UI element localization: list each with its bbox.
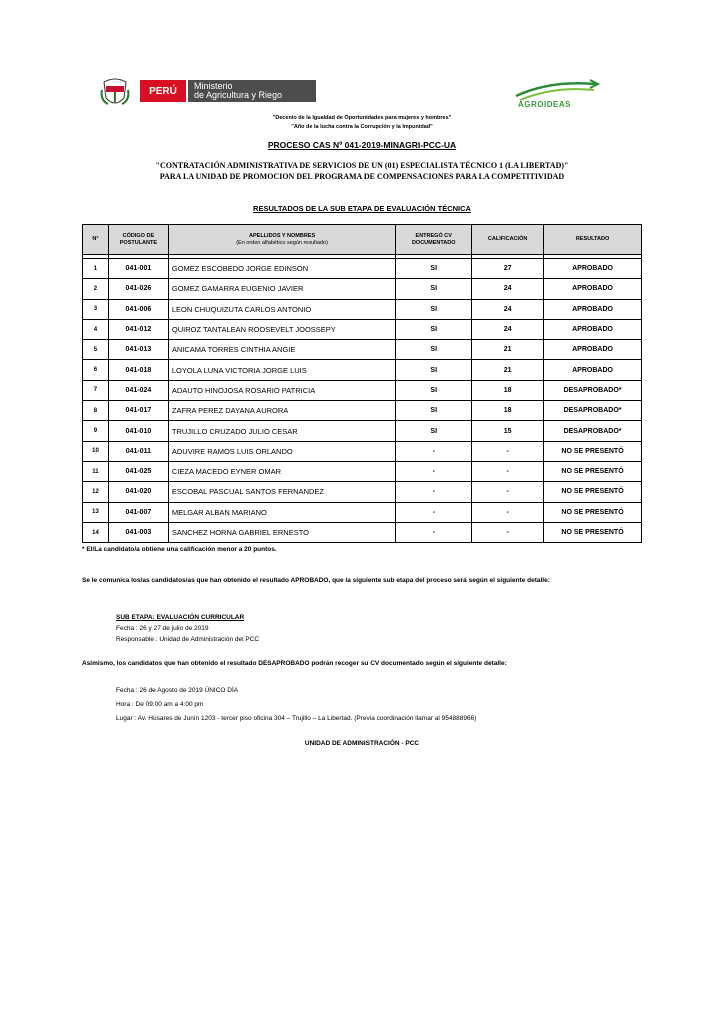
disapproved-notice: Asimismo, los candidatos que han obtenido el resultado DESAPROBADO podrán recoger su CV documentado según el siguiente detalle: [82, 660, 507, 667]
cell-resultado: NO SE PRESENTÓ [544, 441, 642, 461]
cell-resultado: NO SE PRESENTÓ [544, 482, 642, 502]
cell-calificacion: 15 [472, 421, 544, 441]
cell-n: 12 [83, 482, 109, 502]
table-row [83, 522, 642, 542]
header-codigo-l2: POSTULANTE [119, 239, 158, 246]
cell-cv: SI [396, 401, 472, 421]
table-row [83, 319, 642, 339]
cell-nombre: GOMEZ ESCOBEDO JORGE EDINSON [168, 259, 395, 279]
cell-cv: SI [396, 380, 472, 400]
cv-pickup-details [116, 684, 476, 726]
cell-resultado: DESAPROBADO* [544, 380, 642, 400]
agroideas-label: AGROIDEAS [518, 100, 571, 109]
cell-resultado: APROBADO [544, 259, 642, 279]
document-header [100, 76, 620, 116]
header-resultado: RESULTADO [544, 225, 642, 255]
table-row [83, 482, 642, 502]
cell-nombre: ADAUTO HINOJOSA ROSARIO PATRICIA [168, 380, 395, 400]
sub-stage-responsible: Responsable : Unidad de Administración del PCC [116, 636, 260, 643]
cell-calificacion: 27 [472, 259, 544, 279]
cell-cv: SI [396, 360, 472, 380]
cell-resultado: APROBADO [544, 340, 642, 360]
cell-cv: SI [396, 421, 472, 441]
sub-stage-date: Fecha : 26 y 27 de julio de 2019 [116, 625, 209, 632]
cell-cv: SI [396, 259, 472, 279]
header-nombres-l2: (En orden alfabético según resultado) [236, 239, 328, 246]
header-cv-l2: DOCUMENTADO [411, 239, 456, 246]
header-nombres-l1: APELLIDOS Y NOMBRES [249, 232, 316, 239]
peru-coat-of-arms-icon [100, 76, 130, 110]
cell-n: 2 [83, 279, 109, 299]
pickup-date: Fecha : 26 de Agosto de 2019 ÚNICO DÍA [116, 687, 239, 694]
cell-calificacion: - [472, 482, 544, 502]
motto-line-2: "Año de la lucha contra la Corrupción y la Impunidad" [291, 124, 433, 130]
mottos [0, 114, 724, 132]
cell-n: 1 [83, 259, 109, 279]
process-title: PROCESO CAS Nº 041-2019-MINAGRI-PCC-UA [267, 140, 457, 150]
results-table [82, 224, 642, 543]
cell-n: 5 [83, 340, 109, 360]
cell-codigo: 041-018 [108, 360, 168, 380]
header-codigo-l1: CÓDIGO DE [122, 232, 155, 239]
cell-n: 10 [83, 441, 109, 461]
motto-line-1: "Decenio de la Igualdad de Oportunidades para mujeres y hombres" [272, 115, 452, 121]
pickup-place: Lugar : Av. Húsares de Junín 1203 - tercer piso oficina 304 – Trujillo – La Libertad. (Previa coordinación llamar al 954888966) [116, 715, 477, 722]
cell-n: 8 [83, 401, 109, 421]
cell-codigo: 041-020 [108, 482, 168, 502]
cell-codigo: 041-003 [108, 522, 168, 542]
ministry-line-1: Ministerio [194, 81, 233, 91]
title-line-2: PARA LA UNIDAD DE PROMOCION DEL PROGRAMA DE COMPENSACIONES PARA LA COMPETITIVIDAD [159, 172, 565, 181]
cell-cv: - [396, 441, 472, 461]
cell-resultado: DESAPROBADO* [544, 401, 642, 421]
cell-n: 13 [83, 502, 109, 522]
cell-codigo: 041-007 [108, 502, 168, 522]
cell-nombre: TRUJILLO CRUZADO JULIO CESAR [168, 421, 395, 441]
header-cv-l1: ENTREGÓ CV [415, 232, 452, 239]
cell-calificacion: 24 [472, 279, 544, 299]
table-row [83, 502, 642, 522]
cell-n: 14 [83, 522, 109, 542]
cell-nombre: ZAFRA PEREZ DAYANA AURORA [168, 401, 395, 421]
cell-n: 7 [83, 380, 109, 400]
table-row [83, 299, 642, 319]
table-row [83, 441, 642, 461]
table-row [83, 380, 642, 400]
cell-nombre: SANCHEZ HORNA GABRIEL ERNESTO [168, 522, 395, 542]
cell-codigo: 041-024 [108, 380, 168, 400]
cell-calificacion: 24 [472, 319, 544, 339]
cell-resultado: DESAPROBADO* [544, 421, 642, 441]
cell-codigo: 041-013 [108, 340, 168, 360]
cell-resultado: NO SE PRESENTÓ [544, 522, 642, 542]
cell-calificacion: - [472, 522, 544, 542]
cell-n: 9 [83, 421, 109, 441]
header-calificacion: CALIFICACIÓN [472, 225, 544, 255]
cell-codigo: 041-011 [108, 441, 168, 461]
cell-resultado: APROBADO [544, 319, 642, 339]
cell-cv: SI [396, 340, 472, 360]
cell-nombre: CIEZA MACEDO EYNER OMAR [168, 461, 395, 481]
cell-resultado: NO SE PRESENTÓ [544, 461, 642, 481]
cell-codigo: 041-010 [108, 421, 168, 441]
cell-cv: SI [396, 299, 472, 319]
cell-nombre: LOYOLA LUNA VICTORIA JORGE LUIS [168, 360, 395, 380]
results-table-body [83, 255, 642, 543]
cell-cv: - [396, 461, 472, 481]
header-codigo [108, 225, 168, 255]
cell-nombre: ESCOBAL PASCUAL SANTOS FERNANDEZ [168, 482, 395, 502]
cell-codigo: 041-012 [108, 319, 168, 339]
cell-codigo: 041-006 [108, 299, 168, 319]
header-nombres [168, 225, 395, 255]
cell-nombre: MELGAR ALBAN MARIANO [168, 502, 395, 522]
results-title: RESULTADOS DE LA SUB ETAPA DE EVALUACIÓN TÉCNICA [253, 204, 471, 213]
table-row [83, 360, 642, 380]
document-title [0, 160, 724, 182]
cell-calificacion: 18 [472, 401, 544, 421]
agroideas-logo-icon [510, 76, 606, 116]
cell-n: 6 [83, 360, 109, 380]
approved-notice: Se le comunica los/as candidatos/as que han obtenido el resultado APROBADO, que la siguiente sub etapa del proceso será según el siguiente detalle: [82, 577, 550, 584]
table-row [83, 401, 642, 421]
cell-n: 4 [83, 319, 109, 339]
footnote: * El/La candidato/a obtiene una calificación menor a 20 puntos. [82, 546, 277, 553]
table-header-row [83, 225, 642, 255]
cell-cv: - [396, 502, 472, 522]
signature-unit: UNIDAD DE ADMINISTRACIÓN - PCC [304, 740, 420, 747]
cell-calificacion: 21 [472, 340, 544, 360]
pickup-hours: Hora : De 09:00 am a 4:00 pm [116, 701, 204, 708]
cell-resultado: APROBADO [544, 360, 642, 380]
cell-cv: - [396, 522, 472, 542]
cell-nombre: ANICAMA TORRES CINTHIA ANGIE [168, 340, 395, 360]
cell-resultado: APROBADO [544, 299, 642, 319]
header-cv [396, 225, 472, 255]
cell-n: 11 [83, 461, 109, 481]
cell-resultado: NO SE PRESENTÓ [544, 502, 642, 522]
cell-nombre: LEON CHUQUIZUTA CARLOS ANTONIO [168, 299, 395, 319]
cell-calificacion: 18 [472, 380, 544, 400]
ministry-line-2: de Agricultura y Riego [194, 90, 283, 100]
cell-cv: SI [396, 319, 472, 339]
cell-calificacion: - [472, 441, 544, 461]
header-n: N° [83, 225, 109, 255]
table-row [83, 421, 642, 441]
sub-stage-details [116, 612, 259, 645]
cell-codigo: 041-001 [108, 259, 168, 279]
cell-calificacion: 21 [472, 360, 544, 380]
cell-cv: SI [396, 279, 472, 299]
table-row [83, 461, 642, 481]
cell-codigo: 041-025 [108, 461, 168, 481]
table-row [83, 340, 642, 360]
cell-nombre: GOMEZ GAMARRA EUGENIO JAVIER [168, 279, 395, 299]
cell-codigo: 041-026 [108, 279, 168, 299]
table-row [83, 259, 642, 279]
cell-calificacion: 24 [472, 299, 544, 319]
cell-calificacion: - [472, 502, 544, 522]
ministry-label [188, 80, 316, 102]
cell-resultado: APROBADO [544, 279, 642, 299]
cell-nombre: ADUVIRE RAMOS LUIS ORLANDO [168, 441, 395, 461]
peru-label: PERÚ [140, 80, 186, 102]
title-line-1: "CONTRATACIÓN ADMINISTRATIVA DE SERVICIOS DE UN (01) ESPECIALISTA TÉCNICO 1 (LA LIBERTAD)" [155, 161, 569, 170]
table-row [83, 279, 642, 299]
cell-codigo: 041-017 [108, 401, 168, 421]
sub-stage-heading: SUB ETAPA: EVALUACIÓN CURRICULAR [116, 614, 245, 621]
cell-cv: - [396, 482, 472, 502]
cell-calificacion: - [472, 461, 544, 481]
cell-n: 3 [83, 299, 109, 319]
cell-nombre: QUIROZ TANTALEAN ROOSEVELT JOOSSEPY [168, 319, 395, 339]
